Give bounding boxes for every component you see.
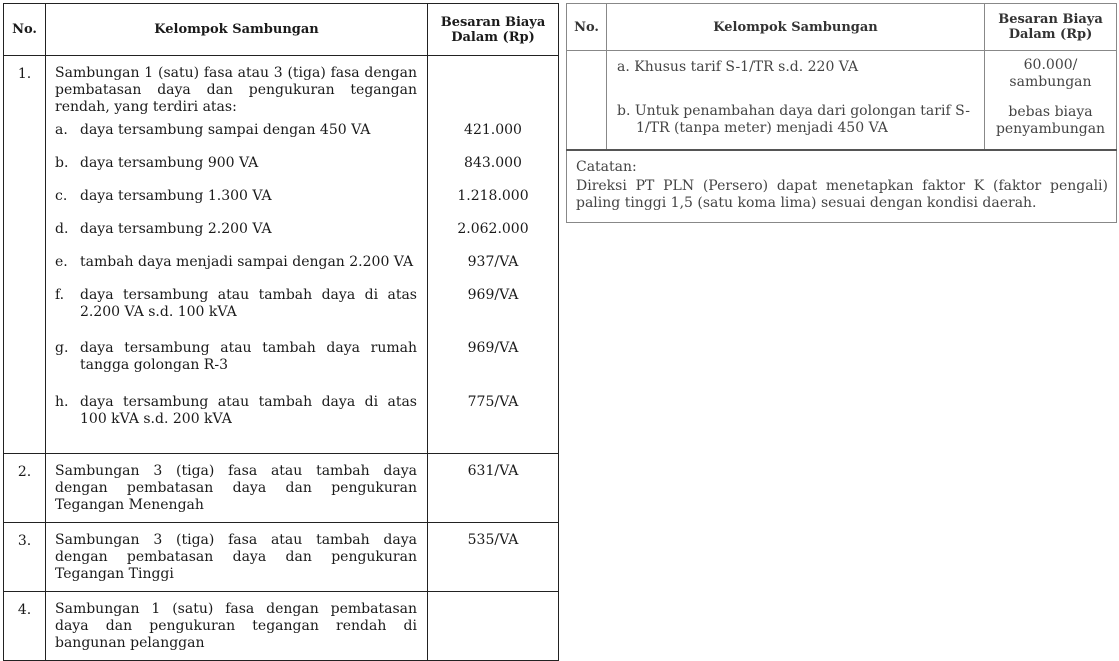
item-text: daya tersambung 2.200 VA [80, 221, 272, 237]
note-cell [567, 150, 1117, 223]
row-description [607, 103, 985, 150]
item-value-line1: 60.000/ [1023, 57, 1078, 73]
table-row [4, 523, 559, 592]
item-text: daya tersambung 900 VA [80, 155, 259, 171]
table-row [4, 454, 559, 523]
row-intro: Sambungan 1 (satu) fasa atau 3 (tiga) fasa dengan pembatasan daya dan pengukuran tegangan rendah, yang terdiri atas: [55, 65, 417, 115]
item-label: e. [55, 254, 68, 270]
item-label: d. [55, 221, 69, 237]
row-number: 4. [4, 592, 46, 661]
header-group: Kelompok Sambungan [46, 4, 428, 56]
item-value: 421.000 [464, 122, 522, 138]
list-item [55, 340, 417, 394]
row-description: Sambungan 1 (satu) fasa dengan pembatasan daya dan pengukuran tegangan rendah di bangunan pelanggan [46, 592, 428, 661]
header-no: No. [567, 4, 607, 51]
item-text: daya tersambung 1.300 VA [80, 188, 272, 204]
header-cost [428, 4, 559, 56]
item-text: daya tersambung atau tambah daya di atas 2.200 VA s.d. 100 kVA [80, 287, 417, 320]
item-text: a. Khusus tarif S-1/TR s.d. 220 VA [617, 59, 859, 75]
header-group: Kelompok Sambungan [607, 4, 985, 51]
item-text: b. Untuk penambahan daya dari golongan tarif S-1/TR (tanpa meter) menjadi 450 VA [617, 103, 970, 136]
left-header-row [4, 4, 559, 56]
item-value: 1.218.000 [457, 188, 529, 204]
item-text: daya tersambung atau tambah daya di atas 100 kVA s.d. 200 kVA [80, 394, 417, 427]
list-item [55, 122, 417, 155]
item-value: 969/VA [467, 287, 519, 303]
list-item [55, 188, 417, 221]
list-item [55, 221, 417, 254]
item-text: tambah daya menjadi sampai dengan 2.200 VA [80, 254, 414, 270]
item-text: daya tersambung sampai dengan 450 VA [80, 122, 371, 138]
header-cost-line1: Besaran Biaya [998, 12, 1103, 27]
item-label: c. [55, 188, 68, 204]
row-number: 3. [4, 523, 46, 592]
note-text: Direksi PT PLN (Persero) dapat menetapkan faktor K (faktor pengali) paling tinggi 1,5 (satu koma lima) sesuai dengan kondisi daerah. [576, 178, 1108, 211]
note-row [567, 150, 1117, 223]
right-cost-table [566, 3, 1117, 223]
item-value-line1: bebas biaya [1008, 104, 1093, 120]
row-description [607, 51, 985, 104]
header-cost-line2: Dalam (Rp) [1008, 27, 1093, 42]
item-label: g. [55, 340, 69, 356]
header-cost [985, 4, 1117, 51]
row-number: 2. [4, 454, 46, 523]
table-row [567, 51, 1117, 104]
item-label: h. [55, 394, 69, 410]
list-item [55, 155, 417, 188]
list-item [55, 287, 417, 340]
header-cost-line1: Besaran Biaya [440, 14, 546, 30]
item-value: 2.062.000 [457, 221, 529, 237]
row-value [428, 592, 559, 661]
row-description [46, 56, 428, 454]
item-text: daya tersambung atau tambah daya rumah tangga golongan R-3 [80, 340, 417, 373]
item-label: f. [55, 287, 65, 303]
row-value: 631/VA [428, 454, 559, 523]
item-value-line2: penyambungan [995, 121, 1106, 137]
item-value: 775/VA [467, 394, 519, 410]
list-item [55, 254, 417, 287]
item-label: a. [55, 122, 68, 138]
table-row [4, 56, 559, 454]
right-header-row [567, 4, 1117, 51]
row-values [428, 56, 559, 454]
item-value-line2: sambungan [1009, 74, 1092, 90]
row-number [567, 51, 607, 151]
header-cost-line2: Dalam (Rp) [451, 29, 535, 45]
row-description: Sambungan 3 (tiga) fasa atau tambah daya dengan pembatasan daya dan pengukuran Tegangan Tinggi [46, 523, 428, 592]
list-item [55, 394, 417, 438]
note-title: Catatan: [576, 159, 637, 175]
row-number: 1. [4, 56, 46, 454]
row-value [985, 103, 1117, 150]
item-value: 969/VA [467, 340, 519, 356]
row-description: Sambungan 3 (tiga) fasa atau tambah daya dengan pembatasan daya dan pengukuran Tegangan Menengah [46, 454, 428, 523]
item-value: 937/VA [467, 254, 519, 270]
left-cost-table [3, 3, 559, 661]
row-value: 535/VA [428, 523, 559, 592]
table-row [567, 103, 1117, 150]
table-row [4, 592, 559, 661]
item-value: 843.000 [464, 155, 522, 171]
header-no: No. [4, 4, 46, 56]
row-value [985, 51, 1117, 104]
item-label: b. [55, 155, 69, 171]
